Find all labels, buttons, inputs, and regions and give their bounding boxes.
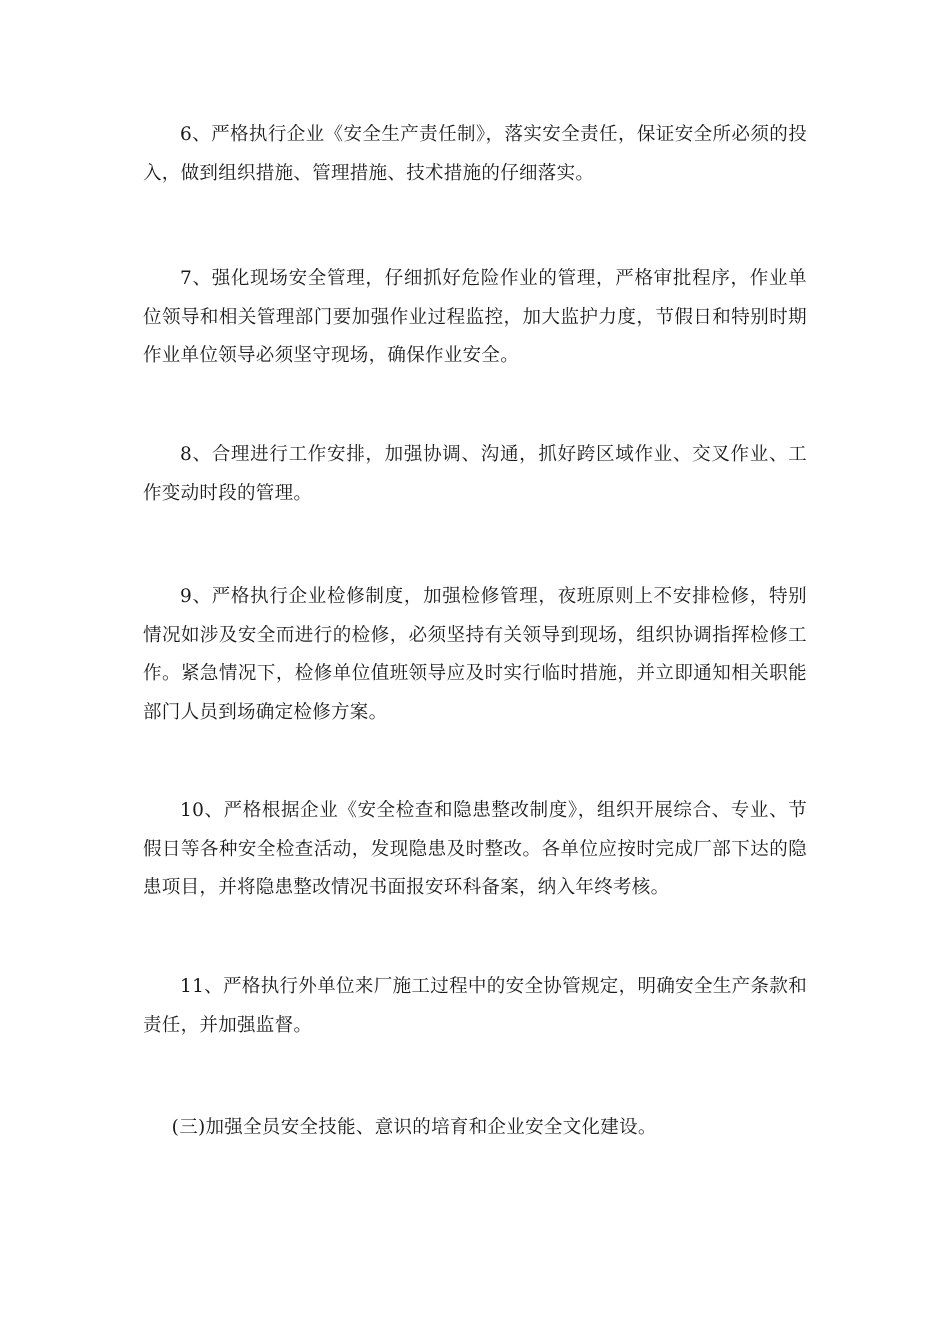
paragraph-item-7: 7、强化现场安全管理，仔细抓好危险作业的管理，严格审批程序，作业单位领导和相关管理部门要加强作业过程监控，加大监护力度，节假日和特别时期作业单位领导必须坚守现场，确保作业安全。 [143,268,807,366]
paragraph-item-9: 9、严格执行企业检修制度，加强检修管理，夜班原则上不安排检修，特别情况如涉及安全而进行的检修，必须坚持有关领导到现场，组织协调指挥检修工作。紧急情况下，检修单位值班领导应及时实行临时措施，并立即通知相关职能部门人员到场确定检修方案。 [143,586,807,723]
paragraph-item-11: 11、严格执行外单位来厂施工过程中的安全协管规定，明确安全生产条款和责任，并加强监督。 [143,976,807,1036]
paragraph-item-6: 6、严格执行企业《安全生产责任制》，落实安全责任，保证安全所必须的投入，做到组织措施、管理措施、技术措施的仔细落实。 [143,124,807,184]
paragraph-item-8: 8、合理进行工作安排，加强协调、沟通，抓好跨区域作业、交叉作业、工作变动时段的管理。 [143,444,807,504]
paragraph-item-10: 10、严格根据企业《安全检查和隐患整改制度》，组织开展综合、专业、节假日等各种安全检查活动，发现隐患及时整改。各单位应按时完成厂部下达的隐患项目，并将隐患整改情况书面报安环科备案，纳入年终考核。 [143,800,807,898]
section-heading-3: (三)加强全员安全技能、意识的培育和企业安全文化建设。 [171,1117,657,1138]
